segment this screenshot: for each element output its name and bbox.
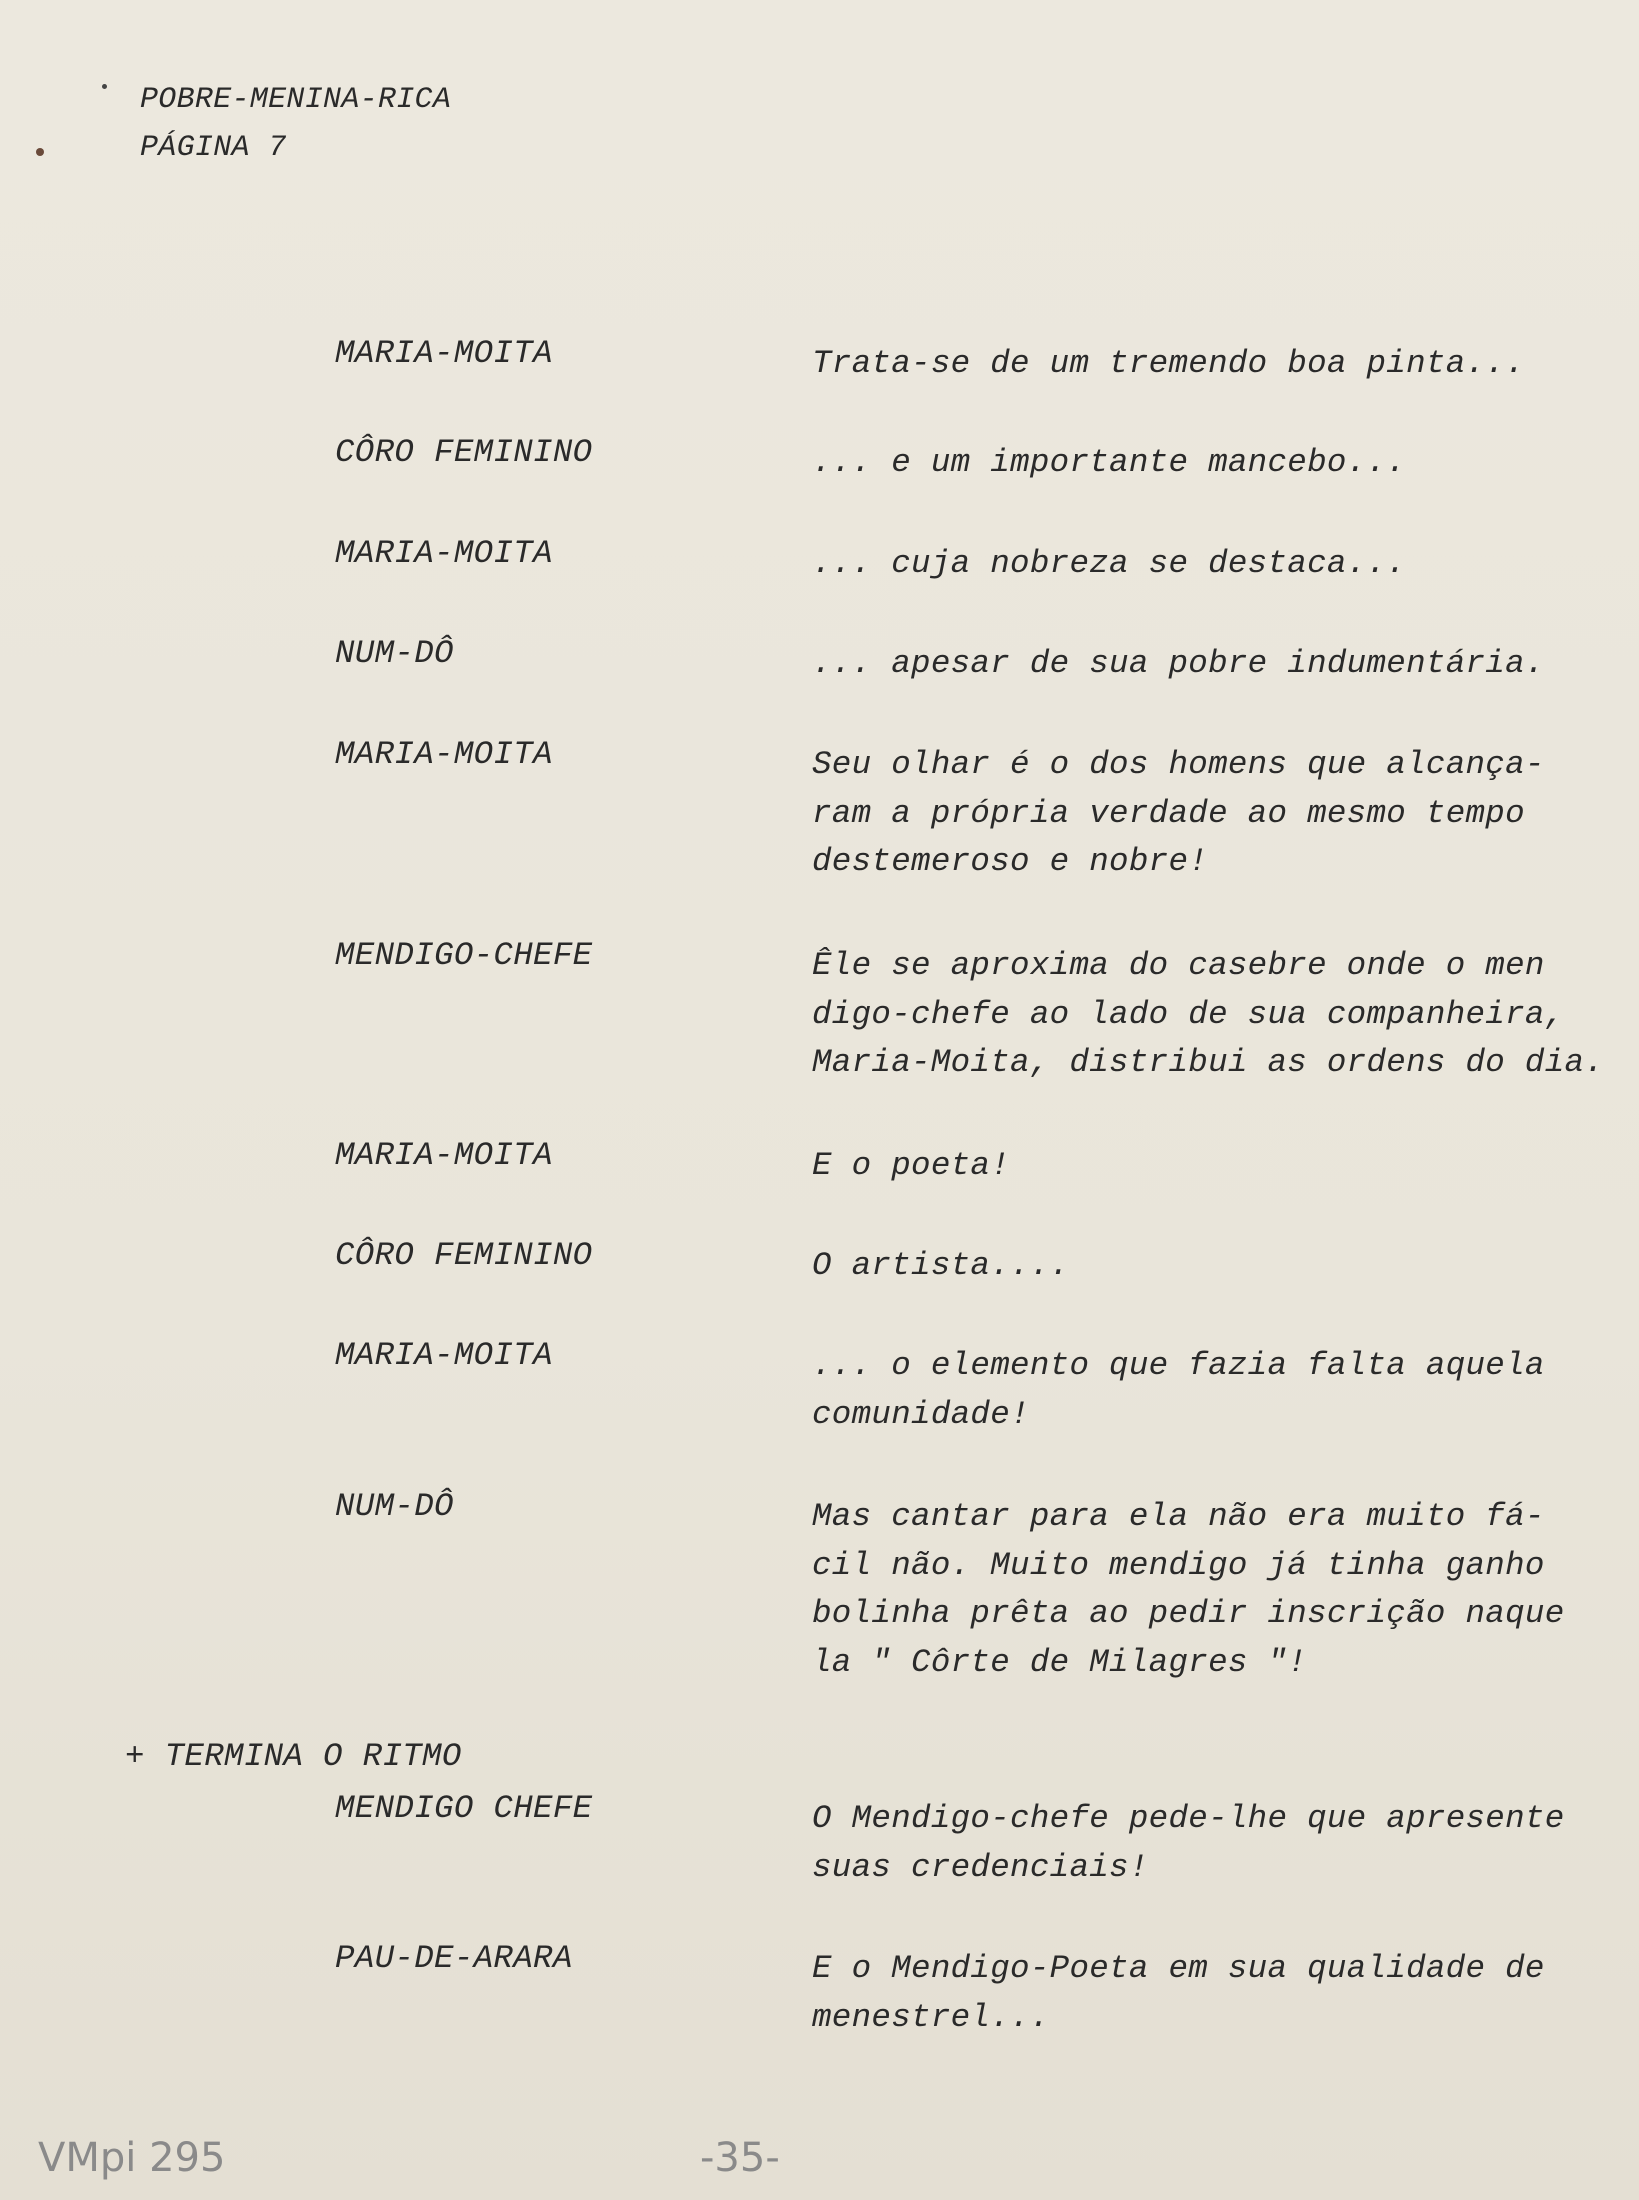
dialogue-line: ... e um importante mancebo... xyxy=(812,444,1407,481)
dialogue-line: Mas cantar para ela não era muito fá- xyxy=(812,1498,1545,1535)
dialogue-line: ... cuja nobreza se destaca... xyxy=(812,545,1407,582)
dialogue-line: digo-chefe ao lado de sua companheira, xyxy=(812,995,1565,1033)
dialogue-line: O artista.... xyxy=(812,1247,1070,1284)
stage-direction: + TERMINA O RITMO xyxy=(125,1738,462,1775)
dialogue-line: Seu olhar é o dos homens que alcança- xyxy=(812,746,1545,783)
ink-speck xyxy=(102,84,107,89)
ink-speck xyxy=(36,148,44,156)
page-number: -35- xyxy=(700,2135,780,2181)
page-label: PÁGINA 7 xyxy=(140,131,287,165)
speaker-name: CÔRO FEMININO xyxy=(335,1237,593,1274)
dialogue-line: menestrel... xyxy=(812,1998,1050,2036)
speaker-name: NUM-DÔ xyxy=(335,1488,454,1525)
script-title: POBRE-MENINA-RICA xyxy=(140,83,452,117)
speaker-name: MARIA-MOITA xyxy=(335,335,553,372)
speaker-name: CÔRO FEMININO xyxy=(335,434,593,471)
dialogue-line: E o Mendigo-Poeta em sua qualidade de xyxy=(812,1950,1545,1987)
dialogue-line: ... o elemento que fazia falta aquela xyxy=(812,1347,1545,1384)
dialogue-line: Trata-se de um tremendo boa pinta... xyxy=(812,345,1525,382)
dialogue-line: suas credenciais! xyxy=(812,1848,1149,1886)
speaker-name: MENDIGO CHEFE xyxy=(335,1790,593,1827)
dialogue-line: Êle se aproxima do casebre onde o men xyxy=(812,947,1545,984)
speaker-name: PAU-DE-ARARA xyxy=(335,1940,573,1977)
speaker-name: MARIA-MOITA xyxy=(335,736,553,773)
dialogue-line: comunidade! xyxy=(812,1395,1030,1433)
speaker-name: MENDIGO-CHEFE xyxy=(335,937,593,974)
dialogue-line: ram a própria verdade ao mesmo tempo xyxy=(812,794,1525,832)
speaker-name: MARIA-MOITA xyxy=(335,1137,553,1174)
archive-mark: VMpi 295 xyxy=(38,2135,226,2181)
speaker-name: MARIA-MOITA xyxy=(335,535,553,572)
dialogue-line: Maria-Moita, distribui as ordens do dia. xyxy=(812,1044,1605,1081)
dialogue-line: la " Côrte de Milagres "! xyxy=(812,1643,1308,1681)
dialogue-line: E o poeta! xyxy=(812,1147,1011,1184)
speaker-name: MARIA-MOITA xyxy=(335,1337,553,1374)
speaker-name: NUM-DÔ xyxy=(335,635,454,672)
dialogue-line: cil não. Muito mendigo já tinha ganho xyxy=(812,1546,1545,1584)
dialogue-line: destemeroso e nobre! xyxy=(812,843,1209,880)
dialogue-line: O Mendigo-chefe pede-lhe que apresente xyxy=(812,1800,1565,1837)
dialogue-line: ... apesar de sua pobre indumentária. xyxy=(812,645,1545,682)
dialogue-line: bolinha prêta ao pedir inscrição naque xyxy=(812,1595,1565,1632)
